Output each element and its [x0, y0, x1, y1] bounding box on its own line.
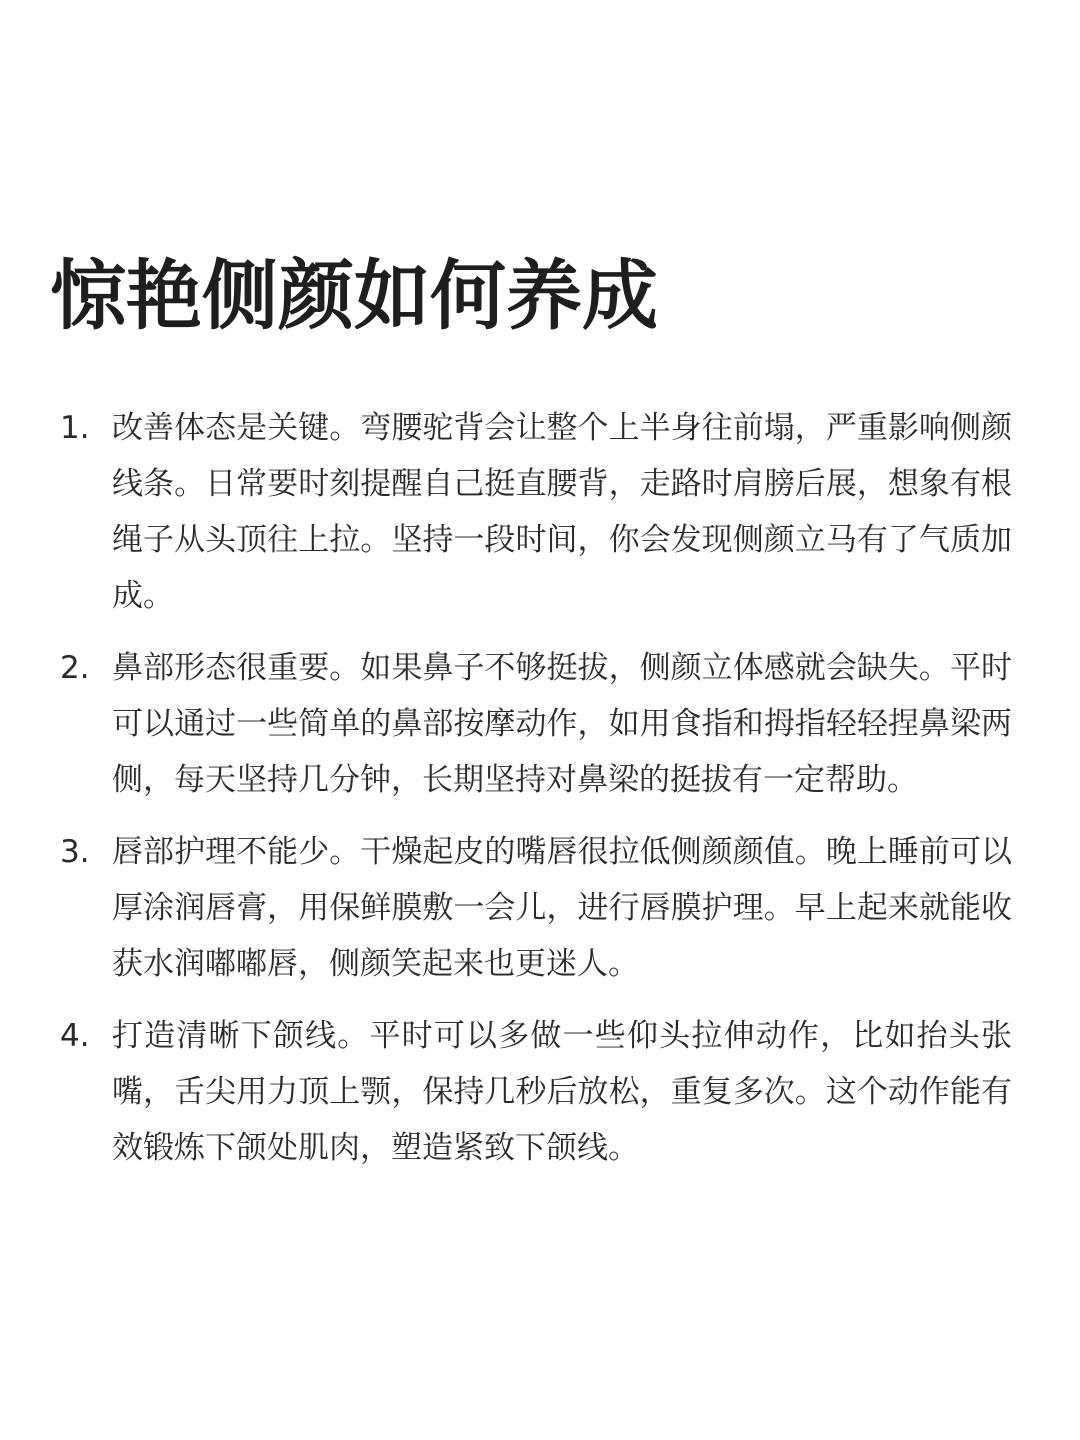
- page-title: 惊艳侧颜如何养成: [50, 251, 658, 340]
- list-item-text: 唇部护理不能少。干燥起皮的嘴唇很拉低侧颜颜值。晚上睡前可以厚涂润唇膏，用保鲜膜敷一会儿，进行唇膜护理。早上起来就能收获水润嘟嘟唇，侧颜笑起来也更迷人。: [112, 834, 1012, 982]
- list-item-number: 1.: [60, 410, 90, 446]
- list-item: [0, 640, 1080, 808]
- list-item: [0, 400, 1080, 624]
- list-item-text: 鼻部形态很重要。如果鼻子不够挺拔，侧颜立体感就会缺失。平时可以通过一些简单的鼻部按摩动作，如用食指和拇指轻轻捏鼻梁两侧，每天坚持几分钟，长期坚持对鼻梁的挺拔有一定帮助。: [112, 650, 1012, 798]
- list-item-text: 打造清晰下颌线。平时可以多做一些仰头拉伸动作，比如抬头张嘴，舌尖用力顶上颚，保持几秒后放松，重复多次。这个动作能有效锻炼下颌处肌肉，塑造紧致下颌线。: [112, 1018, 1012, 1166]
- list-item-number: 2.: [60, 650, 90, 686]
- list-item-number: 4.: [60, 1018, 90, 1054]
- list-item: [0, 1008, 1080, 1176]
- list-item-text: 改善体态是关键。弯腰驼背会让整个上半身往前塌，严重影响侧颜线条。日常要时刻提醒自己挺直腰背，走路时肩膀后展，想象有根绳子从头顶往上拉。坚持一段时间，你会发现侧颜立马有了气质加成。: [112, 410, 1012, 614]
- list-item: [0, 824, 1080, 992]
- tips-list: [0, 400, 1080, 1192]
- list-item-number: 3.: [60, 834, 90, 870]
